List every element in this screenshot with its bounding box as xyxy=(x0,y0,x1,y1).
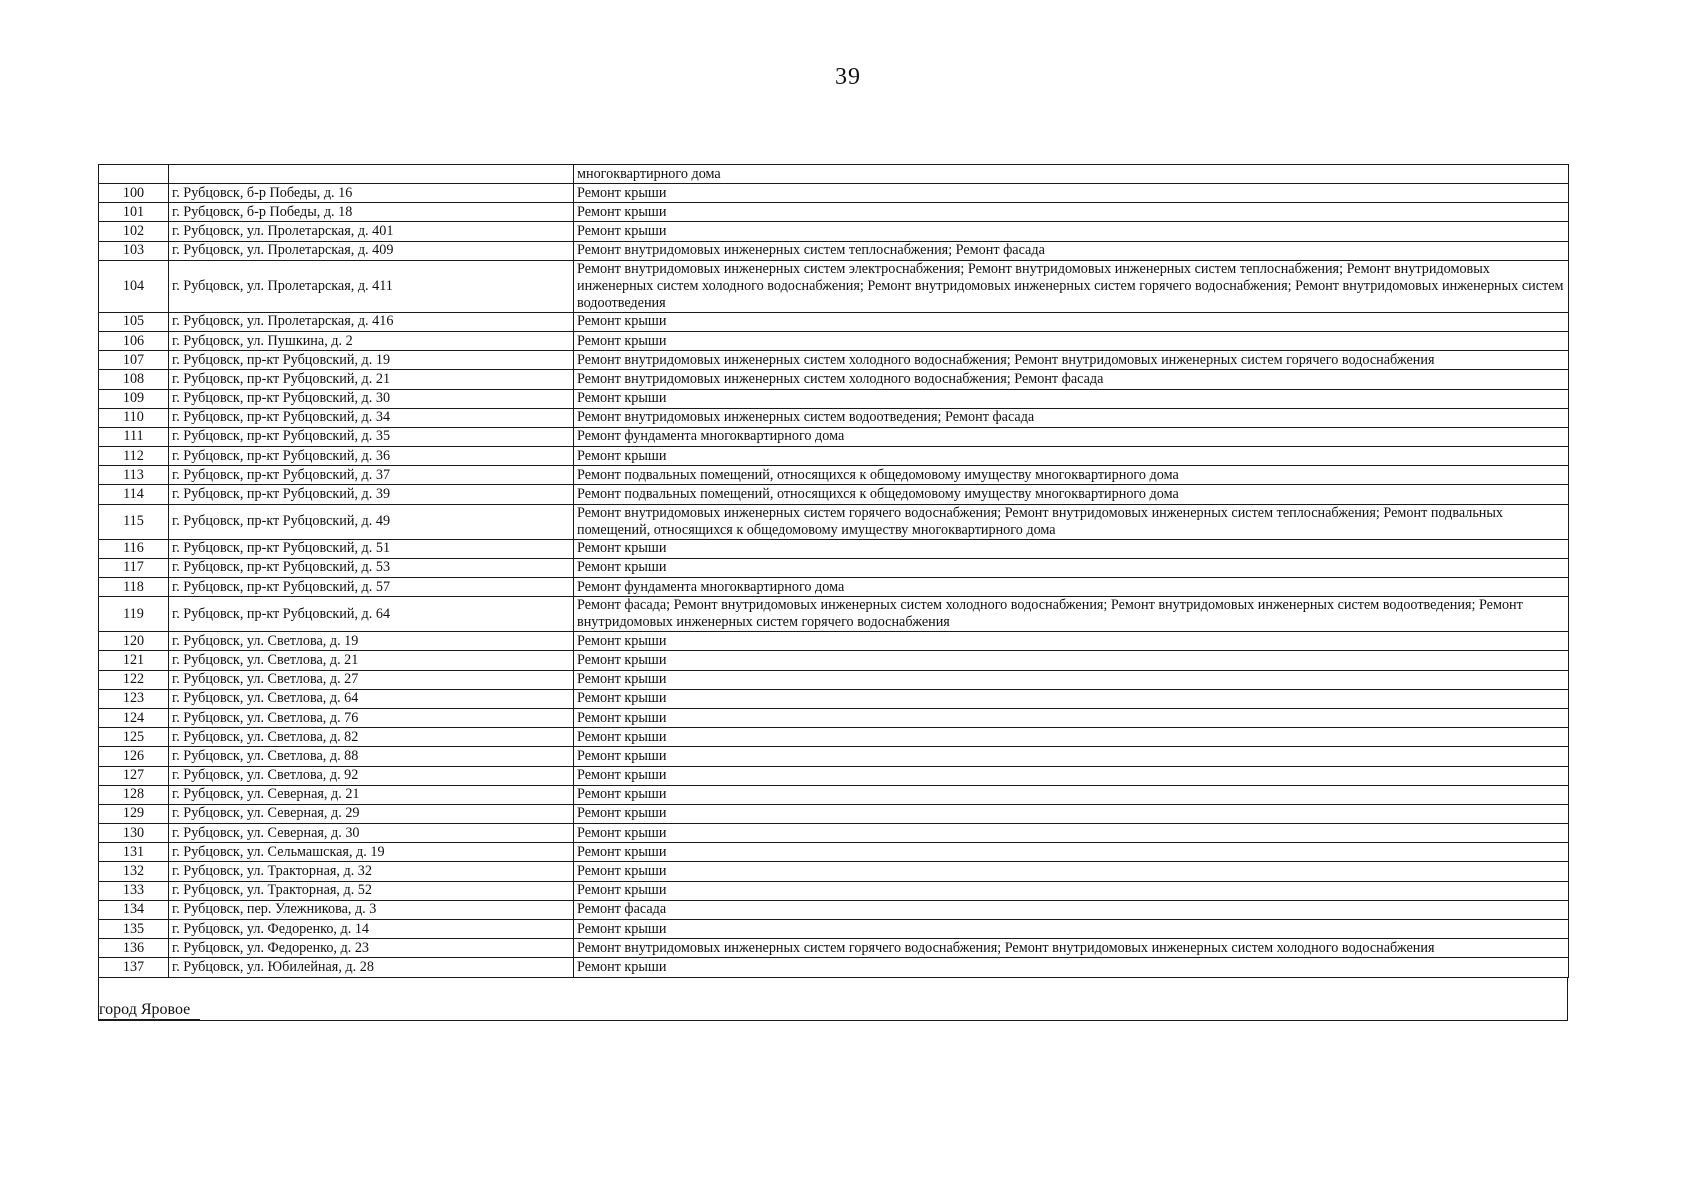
address-cell: г. Рубцовск, ул. Тракторная, д. 32 xyxy=(169,862,574,881)
row-number-cell: 128 xyxy=(99,785,169,804)
address-cell: г. Рубцовск, б-р Победы, д. 16 xyxy=(169,184,574,203)
work-type-cell: Ремонт крыши xyxy=(574,766,1569,785)
row-number-cell: 137 xyxy=(99,958,169,977)
work-type-cell: Ремонт крыши xyxy=(574,632,1569,651)
row-number-cell: 120 xyxy=(99,632,169,651)
work-type-cell: Ремонт крыши xyxy=(574,558,1569,577)
address-cell: г. Рубцовск, ул. Северная, д. 21 xyxy=(169,785,574,804)
work-type-cell: Ремонт внутридомовых инженерных систем холодного водоснабжения; Ремонт фасада xyxy=(574,370,1569,389)
address-cell: г. Рубцовск, ул. Светлова, д. 76 xyxy=(169,708,574,727)
row-number-cell: 136 xyxy=(99,939,169,958)
address-cell: г. Рубцовск, ул. Сельмашская, д. 19 xyxy=(169,843,574,862)
row-number-cell: 122 xyxy=(99,670,169,689)
address-cell: г. Рубцовск, ул. Светлова, д. 88 xyxy=(169,747,574,766)
address-cell: г. Рубцовск, пр-кт Рубцовский, д. 36 xyxy=(169,447,574,466)
row-number-cell: 126 xyxy=(99,747,169,766)
address-cell: г. Рубцовск, пр-кт Рубцовский, д. 37 xyxy=(169,466,574,485)
row-number-cell: 105 xyxy=(99,312,169,331)
table-row xyxy=(99,785,1569,804)
address-cell: г. Рубцовск, ул. Светлова, д. 82 xyxy=(169,728,574,747)
address-cell: г. Рубцовск, ул. Пролетарская, д. 409 xyxy=(169,241,574,260)
address-cell: г. Рубцовск, б-р Победы, д. 18 xyxy=(169,203,574,222)
row-number-cell: 124 xyxy=(99,708,169,727)
address-cell: г. Рубцовск, ул. Светлова, д. 92 xyxy=(169,766,574,785)
row-number-cell: 103 xyxy=(99,241,169,260)
address-cell: г. Рубцовск, ул. Пролетарская, д. 411 xyxy=(169,260,574,312)
row-number-cell: 109 xyxy=(99,389,169,408)
work-type-cell: Ремонт внутридомовых инженерных систем теплоснабжения; Ремонт фасада xyxy=(574,241,1569,260)
row-number-cell: 131 xyxy=(99,843,169,862)
repair-table-container xyxy=(98,164,1568,978)
row-number-cell: 121 xyxy=(99,651,169,670)
work-type-cell: Ремонт крыши xyxy=(574,747,1569,766)
row-number-cell: 130 xyxy=(99,824,169,843)
row-number-cell: 116 xyxy=(99,539,169,558)
table-row xyxy=(99,862,1569,881)
address-cell: г. Рубцовск, ул. Северная, д. 30 xyxy=(169,824,574,843)
table-row xyxy=(99,651,1569,670)
table-row xyxy=(99,389,1569,408)
address-cell: г. Рубцовск, ул. Светлова, д. 19 xyxy=(169,632,574,651)
work-type-cell: Ремонт крыши xyxy=(574,539,1569,558)
work-type-cell: Ремонт внутридомовых инженерных систем холодного водоснабжения; Ремонт внутридомовых инженерных систем горячего водоснабжения xyxy=(574,351,1569,370)
table-row xyxy=(99,728,1569,747)
work-type-cell: Ремонт внутридомовых инженерных систем водоотведения; Ремонт фасада xyxy=(574,408,1569,427)
row-number-cell: 104 xyxy=(99,260,169,312)
table-row xyxy=(99,920,1569,939)
address-cell: г. Рубцовск, ул. Федоренко, д. 23 xyxy=(169,939,574,958)
row-number-cell: 134 xyxy=(99,900,169,919)
row-number-cell: 115 xyxy=(99,504,169,539)
table-row xyxy=(99,689,1569,708)
table-row xyxy=(99,632,1569,651)
address-cell: г. Рубцовск, ул. Светлова, д. 64 xyxy=(169,689,574,708)
work-type-cell: Ремонт крыши xyxy=(574,689,1569,708)
table-row xyxy=(99,900,1569,919)
address-cell: г. Рубцовск, пр-кт Рубцовский, д. 39 xyxy=(169,485,574,504)
address-cell: г. Рубцовск, ул. Северная, д. 29 xyxy=(169,804,574,823)
work-type-cell: Ремонт внутридомовых инженерных систем электроснабжения; Ремонт внутридомовых инженерных систем теплоснабжения; Ремонт внутридомовых инженерных систем холодного водоснабжения; Ремонт внутридомовых инженерных систем горячего водоснабжения; Ремонт внутридомовых инженерных систем водоотведения xyxy=(574,260,1569,312)
row-number-cell: 119 xyxy=(99,597,169,632)
work-type-cell: Ремонт крыши xyxy=(574,312,1569,331)
continuation-work-cell: многоквартирного дома xyxy=(574,165,1569,184)
work-type-cell: Ремонт крыши xyxy=(574,804,1569,823)
continuation-num-cell xyxy=(99,165,169,184)
table-row xyxy=(99,670,1569,689)
work-type-cell: Ремонт крыши xyxy=(574,389,1569,408)
table-row xyxy=(99,939,1569,958)
work-type-cell: Ремонт крыши xyxy=(574,824,1569,843)
continuation-row xyxy=(99,165,1569,184)
table-row xyxy=(99,370,1569,389)
work-type-cell: Ремонт крыши xyxy=(574,670,1569,689)
table-row xyxy=(99,824,1569,843)
table-row xyxy=(99,958,1569,977)
address-cell: г. Рубцовск, пр-кт Рубцовский, д. 57 xyxy=(169,578,574,597)
table-row xyxy=(99,485,1569,504)
row-number-cell: 108 xyxy=(99,370,169,389)
row-number-cell: 123 xyxy=(99,689,169,708)
table-row xyxy=(99,708,1569,727)
address-cell: г. Рубцовск, ул. Пролетарская, д. 416 xyxy=(169,312,574,331)
table-row xyxy=(99,241,1569,260)
repair-table-body xyxy=(99,165,1569,978)
page-number: 39 xyxy=(835,64,861,90)
work-type-cell: Ремонт крыши xyxy=(574,651,1569,670)
address-cell: г. Рубцовск, ул. Федоренко, д. 14 xyxy=(169,920,574,939)
address-cell: г. Рубцовск, пр-кт Рубцовский, д. 53 xyxy=(169,558,574,577)
row-number-cell: 118 xyxy=(99,578,169,597)
table-row xyxy=(99,843,1569,862)
row-number-cell: 125 xyxy=(99,728,169,747)
work-type-cell: Ремонт крыши xyxy=(574,843,1569,862)
address-cell: г. Рубцовск, пр-кт Рубцовский, д. 35 xyxy=(169,427,574,446)
work-type-cell: Ремонт крыши xyxy=(574,862,1569,881)
address-cell: г. Рубцовск, ул. Юбилейная, д. 28 xyxy=(169,958,574,977)
work-type-cell: Ремонт крыши xyxy=(574,958,1569,977)
work-type-cell: Ремонт крыши xyxy=(574,447,1569,466)
table-row xyxy=(99,331,1569,350)
address-cell: г. Рубцовск, пр-кт Рубцовский, д. 19 xyxy=(169,351,574,370)
table-row xyxy=(99,351,1569,370)
work-type-cell: Ремонт крыши xyxy=(574,222,1569,241)
address-cell: г. Рубцовск, пр-кт Рубцовский, д. 64 xyxy=(169,597,574,632)
row-number-cell: 129 xyxy=(99,804,169,823)
work-type-cell: Ремонт подвальных помещений, относящихся к общедомовому имуществу многоквартирного дома xyxy=(574,466,1569,485)
row-number-cell: 111 xyxy=(99,427,169,446)
table-row xyxy=(99,260,1569,312)
table-row xyxy=(99,466,1569,485)
address-cell: г. Рубцовск, пр-кт Рубцовский, д. 34 xyxy=(169,408,574,427)
row-number-cell: 132 xyxy=(99,862,169,881)
row-number-cell: 106 xyxy=(99,331,169,350)
row-number-cell: 107 xyxy=(99,351,169,370)
table-row xyxy=(99,184,1569,203)
work-type-cell: Ремонт фасада xyxy=(574,900,1569,919)
row-number-cell: 110 xyxy=(99,408,169,427)
address-cell: г. Рубцовск, пр-кт Рубцовский, д. 49 xyxy=(169,504,574,539)
address-cell: г. Рубцовск, ул. Пролетарская, д. 401 xyxy=(169,222,574,241)
row-number-cell: 117 xyxy=(99,558,169,577)
address-cell: г. Рубцовск, пр-кт Рубцовский, д. 21 xyxy=(169,370,574,389)
row-number-cell: 101 xyxy=(99,203,169,222)
row-number-cell: 114 xyxy=(99,485,169,504)
section-title: город Яровое xyxy=(99,1001,200,1020)
row-number-cell: 100 xyxy=(99,184,169,203)
row-number-cell: 133 xyxy=(99,881,169,900)
work-type-cell: Ремонт крыши xyxy=(574,920,1569,939)
table-row xyxy=(99,597,1569,632)
work-type-cell: Ремонт фундамента многоквартирного дома xyxy=(574,427,1569,446)
work-type-cell: Ремонт крыши xyxy=(574,708,1569,727)
work-type-cell: Ремонт внутридомовых инженерных систем горячего водоснабжения; Ремонт внутридомовых инженерных систем холодного водоснабжения xyxy=(574,939,1569,958)
work-type-cell: Ремонт фасада; Ремонт внутридомовых инженерных систем холодного водоснабжения; Ремонт внутридомовых инженерных систем водоотведения; Ремонт внутридомовых инженерных систем горячего водоснабжения xyxy=(574,597,1569,632)
address-cell: г. Рубцовск, ул. Пушкина, д. 2 xyxy=(169,331,574,350)
table-row xyxy=(99,881,1569,900)
work-type-cell: Ремонт крыши xyxy=(574,184,1569,203)
work-type-cell: Ремонт крыши xyxy=(574,728,1569,747)
table-row xyxy=(99,447,1569,466)
row-number-cell: 113 xyxy=(99,466,169,485)
work-type-cell: Ремонт крыши xyxy=(574,203,1569,222)
table-row xyxy=(99,558,1569,577)
row-number-cell: 112 xyxy=(99,447,169,466)
work-type-cell: Ремонт крыши xyxy=(574,331,1569,350)
work-type-cell: Ремонт крыши xyxy=(574,785,1569,804)
repair-table xyxy=(98,164,1569,978)
address-cell: г. Рубцовск, ул. Светлова, д. 27 xyxy=(169,670,574,689)
address-cell: г. Рубцовск, пр-кт Рубцовский, д. 51 xyxy=(169,539,574,558)
row-number-cell: 102 xyxy=(99,222,169,241)
work-type-cell: Ремонт фундамента многоквартирного дома xyxy=(574,578,1569,597)
table-row xyxy=(99,766,1569,785)
table-row xyxy=(99,504,1569,539)
work-type-cell: Ремонт внутридомовых инженерных систем горячего водоснабжения; Ремонт внутридомовых инженерных систем теплоснабжения; Ремонт подвальных помещений, относящихся к общедомовому имуществу многоквартирного дома xyxy=(574,504,1569,539)
row-number-cell: 135 xyxy=(99,920,169,939)
address-cell: г. Рубцовск, пр-кт Рубцовский, д. 30 xyxy=(169,389,574,408)
table-row xyxy=(99,578,1569,597)
continuation-address-cell xyxy=(169,165,574,184)
table-row xyxy=(99,804,1569,823)
work-type-cell: Ремонт крыши xyxy=(574,881,1569,900)
table-row xyxy=(99,539,1569,558)
address-cell: г. Рубцовск, ул. Тракторная, д. 52 xyxy=(169,881,574,900)
table-row xyxy=(99,408,1569,427)
address-cell: г. Рубцовск, пер. Улежникова, д. 3 xyxy=(169,900,574,919)
table-row xyxy=(99,312,1569,331)
row-number-cell: 127 xyxy=(99,766,169,785)
section-footer-row xyxy=(98,977,1568,1021)
address-cell: г. Рубцовск, ул. Светлова, д. 21 xyxy=(169,651,574,670)
table-row xyxy=(99,222,1569,241)
table-row xyxy=(99,747,1569,766)
table-row xyxy=(99,427,1569,446)
work-type-cell: Ремонт подвальных помещений, относящихся к общедомовому имуществу многоквартирного дома xyxy=(574,485,1569,504)
table-row xyxy=(99,203,1569,222)
